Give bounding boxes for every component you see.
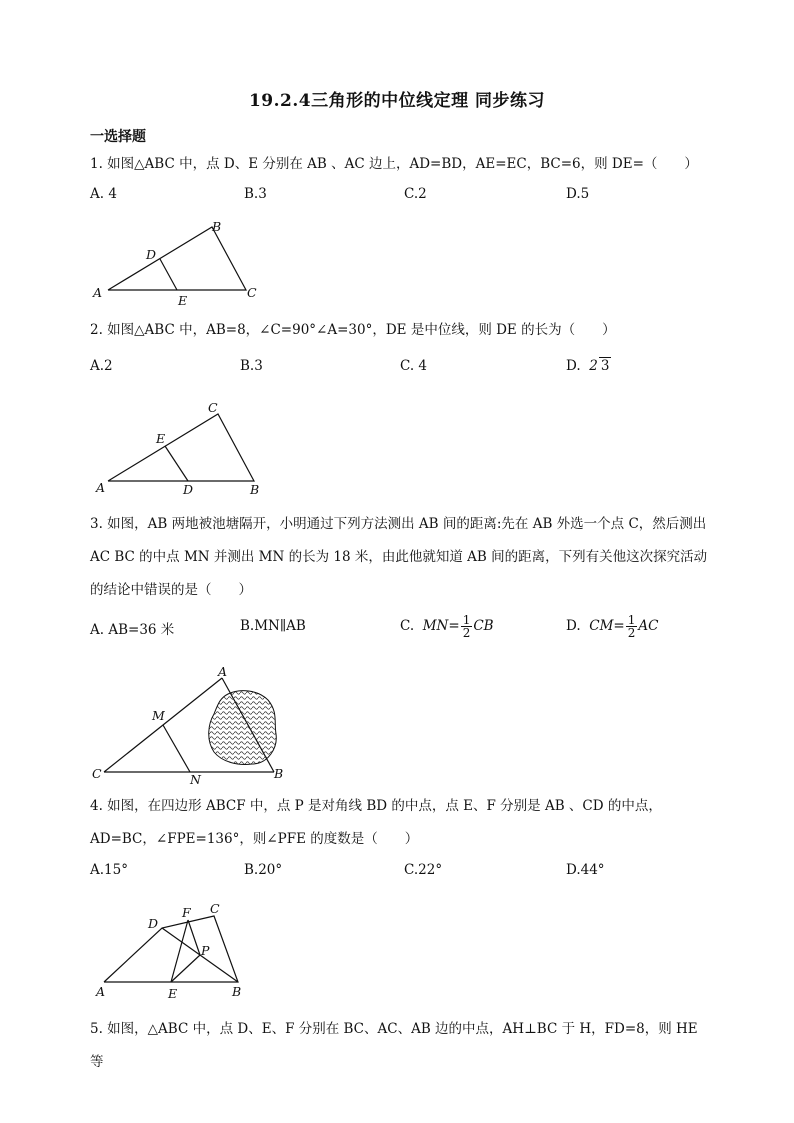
question-3-text: 3. 如图，AB 两地被池塘隔开，小明通过下列方法测出 AB 间的距离:先在 AB 外选一个点 C，然后测出 AC BC 的中点 MN 并测出 MN 的长为 18 米，由此他就知道 AB 间的距离，下列有关他这次探究活动的结论中错误的是（ ） bbox=[90, 516, 708, 598]
q4-option-c: C.22° bbox=[404, 862, 443, 878]
q4-label-b: B bbox=[232, 984, 242, 999]
q1-option-a: A. 4 bbox=[90, 186, 117, 202]
sqrt-symbol: 3 bbox=[600, 358, 610, 374]
q2-label-d: D bbox=[183, 482, 194, 497]
question-4-figure bbox=[90, 900, 260, 1005]
q3-option-a: A. AB=36 米 bbox=[90, 622, 175, 638]
question-5-text: 5. 如图，△ABC 中，点 D、E、F 分别在 BC、AC、AB 边的中点，AH⊥BC 于 H，FD=8，则 HE 等 bbox=[90, 1021, 698, 1070]
q3-label-n: N bbox=[190, 772, 201, 787]
q2-option-a: A.2 bbox=[90, 358, 113, 374]
q1-label-c: C bbox=[247, 285, 257, 300]
q1-label-d: D bbox=[146, 247, 157, 262]
q4-label-c: C bbox=[210, 901, 220, 916]
question-3-figure bbox=[90, 660, 300, 788]
q1-option-b: B.3 bbox=[244, 186, 267, 202]
q3-label-c: C bbox=[92, 766, 102, 781]
q3-label-a: A bbox=[218, 664, 228, 679]
q4-label-e: E bbox=[168, 986, 178, 1001]
q4-label-f: F bbox=[182, 905, 191, 920]
page-title: 19.2.4三角形的中位线定理 同步练习 bbox=[248, 91, 546, 111]
q4-label-p: P bbox=[201, 943, 210, 958]
question-1-options bbox=[90, 186, 710, 208]
q1-label-a: A bbox=[93, 285, 103, 300]
question-1-figure bbox=[90, 215, 280, 310]
question-4-text: 4. 如图，在四边形 ABCF 中，点 P 是对角线 BD 的中点，点 E、F 分别是 AB 、CD 的中点，AD=BC，∠FPE=136°，则∠PFE 的度数是（ ） bbox=[90, 798, 662, 847]
q1-label-e: E bbox=[178, 293, 188, 308]
q2-label-e: E bbox=[156, 431, 166, 446]
q4-label-a: A bbox=[96, 984, 106, 999]
q3-option-b: B.MN∥AB bbox=[240, 618, 306, 634]
pond-shape bbox=[209, 691, 277, 765]
question-3-options bbox=[90, 614, 710, 648]
q2-option-c: C. 4 bbox=[400, 358, 428, 374]
q3-label-m: M bbox=[152, 708, 165, 723]
q4-option-a: A.15° bbox=[90, 862, 128, 878]
q2-label-b: B bbox=[250, 482, 260, 497]
q4-label-d: D bbox=[148, 916, 159, 931]
q3-option-c: C. MN= $\frac{1}{2}$ CB bbox=[400, 613, 494, 640]
q2-label-a: A bbox=[96, 480, 106, 495]
q4-option-d: D.44° bbox=[566, 862, 605, 878]
question-2-text: 2. 如图△ABC 中，AB=8，∠C=90°∠A=30°，DE 是中位线，则 DE 的长为（ ） bbox=[90, 322, 616, 338]
q2-option-b: B.3 bbox=[240, 358, 263, 374]
q4-option-b: B.20° bbox=[244, 862, 283, 878]
question-2-options bbox=[90, 358, 710, 380]
q3-option-d: D. CM= $\frac{1}{2}$ AC bbox=[566, 613, 659, 640]
question-1-text: 1. 如图△ABC 中，点 D、E 分别在 AB 、AC 边上，AD=BD，AE=EC，BC=6，则 DE=（ ） bbox=[90, 156, 698, 172]
question-4-options bbox=[90, 862, 710, 884]
q1-option-c: C.2 bbox=[404, 186, 427, 202]
q3-label-b: B bbox=[274, 766, 284, 781]
question-2-figure bbox=[90, 400, 280, 500]
q1-option-d: D.5 bbox=[566, 186, 590, 202]
q2-option-d: D. 2 3 bbox=[566, 358, 610, 374]
section-heading: 一选择题 bbox=[90, 129, 146, 145]
q1-label-b: B bbox=[212, 219, 222, 234]
q2-label-c: C bbox=[208, 400, 218, 415]
